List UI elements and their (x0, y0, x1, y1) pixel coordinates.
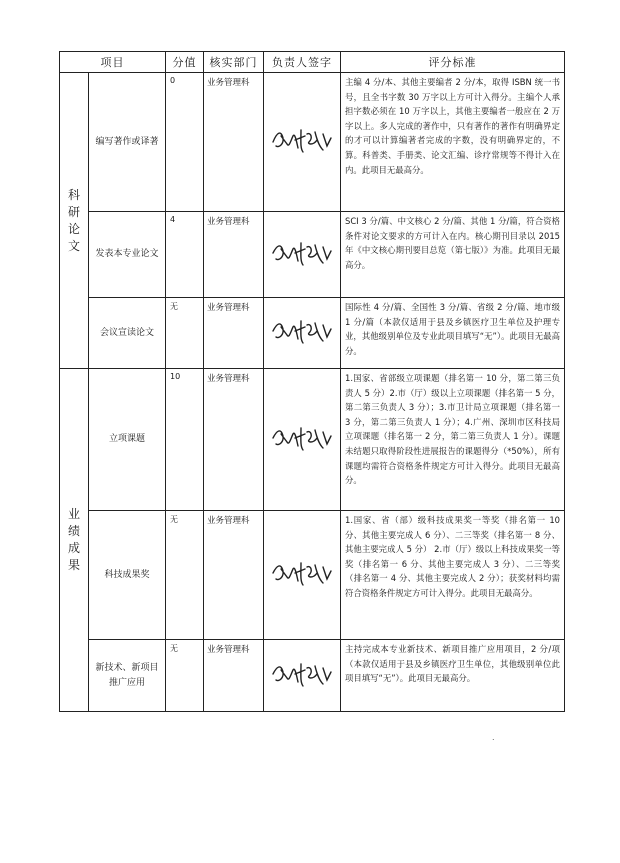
criteria-text: 1.国家、省（部）级科技成果奖一等奖（排名第一 10 分、其他主要完成人 6 分）、二三等奖（排名第一 8 分、其他主要完成人 5 分） 2.市（厅）级以上科技成果奖一等奖（排名第一 6 分、其他主要完成人 3 分）、二三等奖（排名第一 4 分、其他主要完成人 2 分）；获奖材料均需符合资格条件规定方可计入得分。此项目无最高分。 (341, 511, 565, 640)
signature-cell (264, 369, 341, 511)
dept-value: 业务管理科 (204, 212, 264, 298)
table-row (60, 640, 565, 712)
evaluation-table (59, 51, 565, 712)
item-label: 科技成果奖 (89, 511, 166, 640)
table-row (60, 298, 565, 369)
dept-value: 业务管理科 (204, 511, 264, 640)
category-achievements: 业 绩 成 果 (60, 369, 89, 712)
score-value: 4 (166, 212, 204, 298)
header-dept: 核实部门 (204, 52, 264, 73)
handwritten-signature (271, 559, 333, 591)
score-value: 10 (166, 369, 204, 511)
handwritten-signature (271, 660, 333, 692)
signature-cell (264, 212, 341, 298)
header-project: 项目 (60, 52, 166, 73)
criteria-text: 1.国家、省部级立项课题（排名第一 10 分，第二第三负责人 5 分）2.市（厅）级以上立项课题（排名第一 5 分，第二第三负责人 3 分）；3.市卫计局立项课题（排名第一 3 分，第二第三负责人 1 分）；4.广州、深圳市区科技局立项课题（排名第一 2 分，第二第三负责人 1 分）。课题未结题只取得阶段性进展报告的课题得分（*50%），所有课题均需符合资格条件规定方可计入得分。此项目无最高分。 (341, 369, 565, 511)
header-score: 分值 (166, 52, 204, 73)
handwritten-signature (271, 126, 333, 158)
handwritten-signature (271, 424, 333, 456)
criteria-text: 国际性 4 分/篇、全国性 3 分/篇、省级 2 分/篇、地市级 1 分/篇（本款仅适用于县及乡镇医疗卫生单位及护理专业，其他级别单位及专业此项目填写“无”）。此项目无最高分。 (341, 298, 565, 369)
table-row (60, 212, 565, 298)
signature-cell (264, 73, 341, 212)
score-value: 无 (166, 640, 204, 712)
header-signature: 负责人签字 (264, 52, 341, 73)
category-research-papers: 科 研 论 文 (60, 73, 89, 369)
criteria-text: SCI 3 分/篇、中文核心 2 分/篇、其他 1 分/篇，符合资格条件对论文要求的方可计入在内。核心期刊目录以 2015 年《中文核心期刊要目总览（第七版）》为准。此项目无最高分。 (341, 212, 565, 298)
table-row (60, 511, 565, 640)
criteria-text: 主编 4 分/本、其他主要编者 2 分/本，取得 ISBN 统一书号，且全书字数 30 万字以上方可计入得分。主编个人承担字数必须在 10 万字以上，其他主要编者一般应在 2 万字以上。多人完成的著作中，只有著作的著作有明确界定的才可以计算编著者完成的字数，没有明确界定的，不算。科普类、手册类、论文汇编、诊疗常规等不得计入在内。此项目无最高分。 (341, 73, 565, 212)
signature-cell (264, 298, 341, 369)
score-value: 无 (166, 298, 204, 369)
item-label: 发表本专业论文 (89, 212, 166, 298)
signature-cell (264, 640, 341, 712)
dept-value: 业务管理科 (204, 73, 264, 212)
table-row (60, 369, 565, 511)
table-row (60, 73, 565, 212)
header-criteria: 评分标准 (341, 52, 565, 73)
header-row (60, 52, 565, 73)
score-value: 无 (166, 511, 204, 640)
dept-value: 业务管理科 (204, 369, 264, 511)
item-label: 会议宣读论文 (89, 298, 166, 369)
handwritten-signature (271, 317, 333, 349)
footer-mark: . (492, 733, 495, 742)
item-label: 立项课题 (89, 369, 166, 511)
item-label: 新技术、新项目推广应用 (89, 640, 166, 712)
score-value: 0 (166, 73, 204, 212)
dept-value: 业务管理科 (204, 298, 264, 369)
item-label: 编写著作或译著 (89, 73, 166, 212)
signature-cell (264, 511, 341, 640)
criteria-text: 主持完成本专业新技术、新项目推广应用项目，2 分/项（本款仅适用于县及乡镇医疗卫生单位，其他级别单位此项目填写“无”）。此项目无最高分。 (341, 640, 565, 712)
dept-value: 业务管理科 (204, 640, 264, 712)
handwritten-signature (271, 239, 333, 271)
